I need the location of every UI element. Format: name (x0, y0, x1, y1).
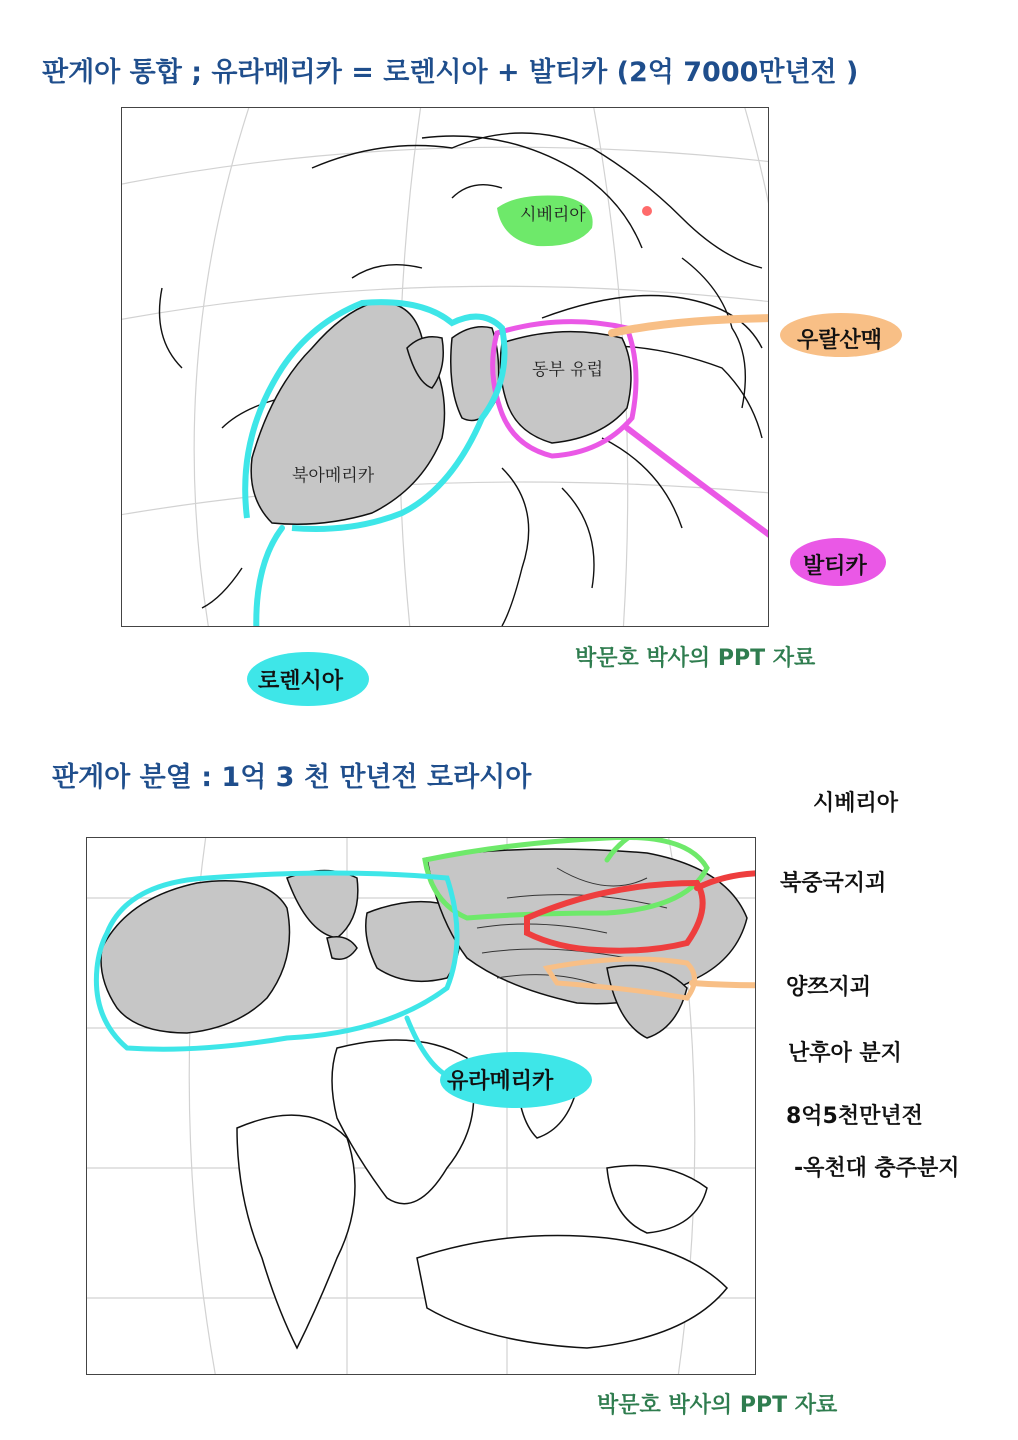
bottom-greenland-land (287, 871, 358, 939)
red-marker (642, 206, 652, 216)
south-america-land (237, 1115, 355, 1348)
north-america-land (251, 302, 444, 524)
top-title: 판게아 통합 ; 유라메리카 = 로렌시아 + 발티카 (2억 7000만년전 ) (42, 57, 859, 88)
australia-land (607, 1166, 707, 1234)
bottom-label-yangtze: 양쯔지괴 (786, 975, 872, 1000)
yangtze-pointer (692, 983, 755, 985)
bottom-credit: 박문호 박사의 PPT 자료 (597, 1393, 838, 1418)
bottom-title: 판게아 분열 : 1억 3 천 만년전 로라시아 (52, 762, 532, 793)
bottom-label-okcheon: -옥천대 충주분지 (794, 1156, 960, 1181)
bottom-label-north-china: 북중국지괴 (780, 871, 887, 896)
top-label-north-america: 북아메리카 (292, 466, 375, 486)
top-map-graphic (122, 108, 768, 626)
bottom-map-graphic (87, 838, 755, 1374)
bottom-map (86, 837, 756, 1375)
top-credit: 박문호 박사의 PPT 자료 (575, 646, 816, 671)
antarctica-land (417, 1236, 727, 1349)
top-graticule (122, 108, 768, 626)
top-map (121, 107, 769, 627)
top-label-siberia: 시베리아 (520, 205, 586, 225)
top-label-baltica: 발티카 (803, 554, 867, 579)
bottom-label-siberia: 시베리아 (813, 791, 899, 816)
laurentia-pointer (256, 528, 282, 626)
bottom-label-euramerica: 유라메리카 (447, 1069, 554, 1094)
bottom-label-age: 8억5천만년전 (786, 1104, 923, 1129)
top-label-east-europe: 동부 유럽 (532, 360, 604, 380)
east-europe-land (500, 332, 631, 443)
bottom-label-nanhua: 난후아 분지 (788, 1041, 902, 1066)
top-label-laurentia: 로렌시아 (258, 669, 344, 694)
top-label-ural: 우랄산맥 (797, 328, 883, 353)
